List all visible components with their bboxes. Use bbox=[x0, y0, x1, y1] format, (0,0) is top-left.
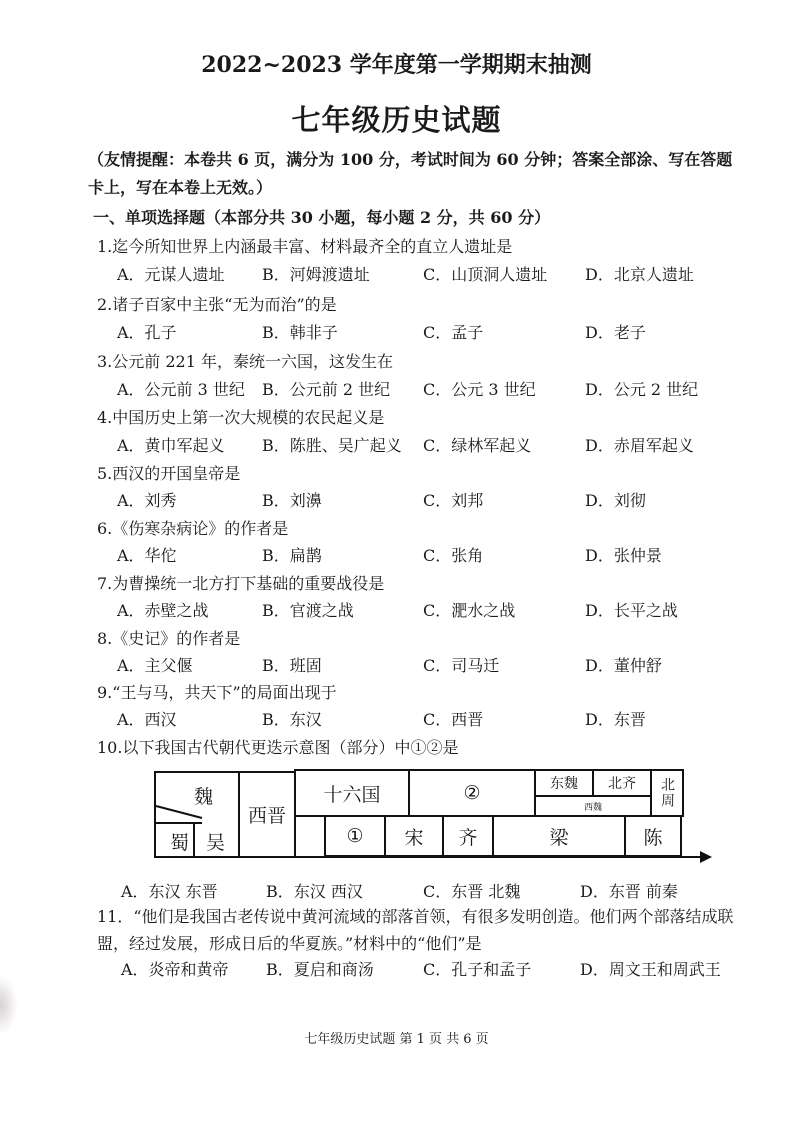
question-3-stem: 3.公元前 221 年，秦统一六国，这发生在 bbox=[97, 352, 393, 371]
timeline-shiliuguo: 十六国 bbox=[323, 783, 381, 806]
question-7-option-d[interactable]: D．长平之战 bbox=[585, 601, 678, 620]
timeline-chen: 陈 bbox=[643, 826, 663, 849]
section-heading: 一、单项选择题（本部分共 30 小题，每小题 2 分，共 60 分） bbox=[93, 208, 551, 227]
question-10-stem: 10.以下我国古代朝代更迭示意图（部分）中①②是 bbox=[97, 738, 459, 757]
timeline-beizhou-cell bbox=[650, 769, 684, 817]
question-4-option-d[interactable]: D．赤眉军起义 bbox=[585, 436, 694, 455]
timeline-xijin-cell bbox=[238, 771, 296, 858]
question-2-option-d[interactable]: D．老子 bbox=[585, 323, 646, 342]
question-11-stem: 11．“他们是我国古老传说中黄河流域的部落首领，有很多发明创造。他们两个部落结成联盟，经过发展，形成日后的华夏族。”材料中的“他们”是 bbox=[97, 907, 734, 953]
timeline-qi-cell bbox=[442, 815, 494, 857]
timeline-axis bbox=[154, 856, 702, 858]
question-11-option-b[interactable]: B．夏启和商汤 bbox=[266, 960, 374, 979]
timeline-xijin: 西晋 bbox=[247, 805, 286, 827]
question-9-stem: 9.“王与马，共天下”的局面出现于 bbox=[97, 683, 337, 702]
question-2-option-c[interactable]: C．孟子 bbox=[423, 323, 484, 342]
question-3-option-a[interactable]: A．公元前 3 世纪 bbox=[117, 380, 245, 399]
timeline-wu: 吴 bbox=[206, 832, 226, 854]
question-5-option-c[interactable]: C．刘邦 bbox=[423, 491, 484, 510]
question-8-option-b[interactable]: B．班固 bbox=[262, 656, 322, 675]
question-11-option-a[interactable]: A．炎帝和黄帝 bbox=[121, 960, 229, 979]
question-2-stem: 2.诸子百家中主张“无为而治”的是 bbox=[97, 295, 337, 314]
question-11-option-d[interactable]: D．周文王和周武王 bbox=[580, 960, 721, 979]
question-1-option-d[interactable]: D．北京人遗址 bbox=[585, 265, 694, 284]
question-9-option-c[interactable]: C．西晋 bbox=[423, 710, 484, 729]
question-1-option-b[interactable]: B．河姆渡遗址 bbox=[262, 265, 370, 284]
question-10-option-c[interactable]: C．东晋 北魏 bbox=[423, 882, 521, 901]
question-1-option-c[interactable]: C．山顶洞人遗址 bbox=[423, 265, 548, 284]
subject-title: 七年级历史试题 bbox=[291, 103, 502, 137]
friendly-notice: （友情提醒：本卷共 6 页，满分为 100 分，考试时间为 60 分钟；答案全部涂、写在答题卡上，写在本卷上无效。） bbox=[88, 150, 733, 197]
timeline-wei: 魏 bbox=[194, 786, 214, 808]
question-11-option-c[interactable]: C．孔子和孟子 bbox=[423, 960, 532, 979]
timeline-qi: 齐 bbox=[458, 826, 478, 849]
question-8-option-a[interactable]: A．主父偃 bbox=[117, 656, 193, 675]
timeline-beiqi: 北齐 bbox=[608, 776, 636, 792]
question-5-option-b[interactable]: B．刘濞 bbox=[262, 491, 322, 510]
question-5-stem: 5.西汉的开国皇帝是 bbox=[97, 464, 241, 483]
exam-title: 2022~2023 学年度第一学期期末抽测 bbox=[201, 52, 592, 78]
question-6-option-a[interactable]: A．华佗 bbox=[117, 546, 177, 565]
timeline-arrow-icon bbox=[700, 851, 712, 863]
question-7-option-c[interactable]: C．淝水之战 bbox=[423, 601, 516, 620]
page-footer: 七年级历史试题 第 1 页 共 6 页 bbox=[304, 1032, 489, 1047]
question-9-option-b[interactable]: B．东汉 bbox=[262, 710, 322, 729]
question-6-option-d[interactable]: D．张仲景 bbox=[585, 546, 662, 565]
question-7-option-b[interactable]: B．官渡之战 bbox=[262, 601, 354, 620]
question-2-option-a[interactable]: A．孔子 bbox=[117, 323, 177, 342]
timeline-shu: 蜀 bbox=[170, 832, 190, 854]
timeline-liang-cell bbox=[492, 815, 626, 857]
timeline-xiwei-cell bbox=[534, 795, 652, 817]
timeline-beiqi-cell bbox=[592, 769, 652, 797]
timeline-xiwei: 西魏 bbox=[583, 802, 602, 813]
question-10-option-a[interactable]: A．东汉 东晋 bbox=[121, 882, 218, 901]
timeline-beizhou: 北周 bbox=[659, 777, 675, 809]
question-10-option-b[interactable]: B．东汉 西汉 bbox=[266, 882, 363, 901]
question-6-option-b[interactable]: B．扁鹊 bbox=[262, 546, 322, 565]
timeline-mark1-cell bbox=[324, 815, 386, 857]
question-4-stem: 4.中国历史上第一次大规模的农民起义是 bbox=[97, 408, 385, 427]
timeline-dongwei: 东魏 bbox=[550, 776, 578, 792]
question-1-stem: 1.迄今所知世界上内涵最丰富、材料最齐全的直立人遗址是 bbox=[97, 237, 513, 256]
question-4-option-c[interactable]: C．绿林军起义 bbox=[423, 436, 532, 455]
question-8-stem: 8.《史记》的作者是 bbox=[97, 629, 241, 648]
question-6-stem: 6.《伤寒杂病论》的作者是 bbox=[97, 519, 289, 538]
question-10-option-d[interactable]: D．东晋 前秦 bbox=[580, 882, 678, 901]
timeline-mark2: ② bbox=[463, 782, 481, 804]
timeline-shiliuguo-cell bbox=[294, 769, 410, 817]
timeline-dongwei-cell bbox=[534, 769, 594, 797]
timeline-song: 宋 bbox=[404, 826, 424, 849]
question-4-option-b[interactable]: B．陈胜、吴广起义 bbox=[262, 436, 402, 455]
question-5-option-d[interactable]: D．刘彻 bbox=[585, 491, 646, 510]
question-7-stem: 7.为曹操统一北方打下基础的重要战役是 bbox=[97, 574, 385, 593]
question-3-option-c[interactable]: C．公元 3 世纪 bbox=[423, 380, 536, 399]
timeline-song-cell bbox=[384, 815, 444, 857]
question-9-option-a[interactable]: A．西汉 bbox=[117, 710, 177, 729]
question-5-option-a[interactable]: A．刘秀 bbox=[117, 491, 177, 510]
question-4-option-a[interactable]: A．黄巾军起义 bbox=[117, 436, 225, 455]
question-8-option-d[interactable]: D．董仲舒 bbox=[585, 656, 662, 675]
question-7-option-a[interactable]: A．赤壁之战 bbox=[117, 601, 209, 620]
dynasty-timeline-diagram bbox=[154, 768, 714, 868]
question-8-option-c[interactable]: C．司马迁 bbox=[423, 656, 500, 675]
timeline-liang: 梁 bbox=[549, 826, 569, 849]
question-6-option-c[interactable]: C．张角 bbox=[423, 546, 484, 565]
question-9-option-d[interactable]: D．东晋 bbox=[585, 710, 646, 729]
question-1-option-a[interactable]: A．元谋人遗址 bbox=[117, 265, 225, 284]
question-3-option-b[interactable]: B．公元前 2 世纪 bbox=[262, 380, 391, 399]
question-2-option-b[interactable]: B．韩非子 bbox=[262, 323, 338, 342]
scan-edge-shadow bbox=[0, 975, 18, 1035]
question-3-option-d[interactable]: D．公元 2 世纪 bbox=[585, 380, 699, 399]
timeline-mark1: ① bbox=[346, 825, 364, 847]
timeline-mark2-cell bbox=[408, 769, 536, 817]
timeline-chen-cell bbox=[624, 815, 682, 857]
